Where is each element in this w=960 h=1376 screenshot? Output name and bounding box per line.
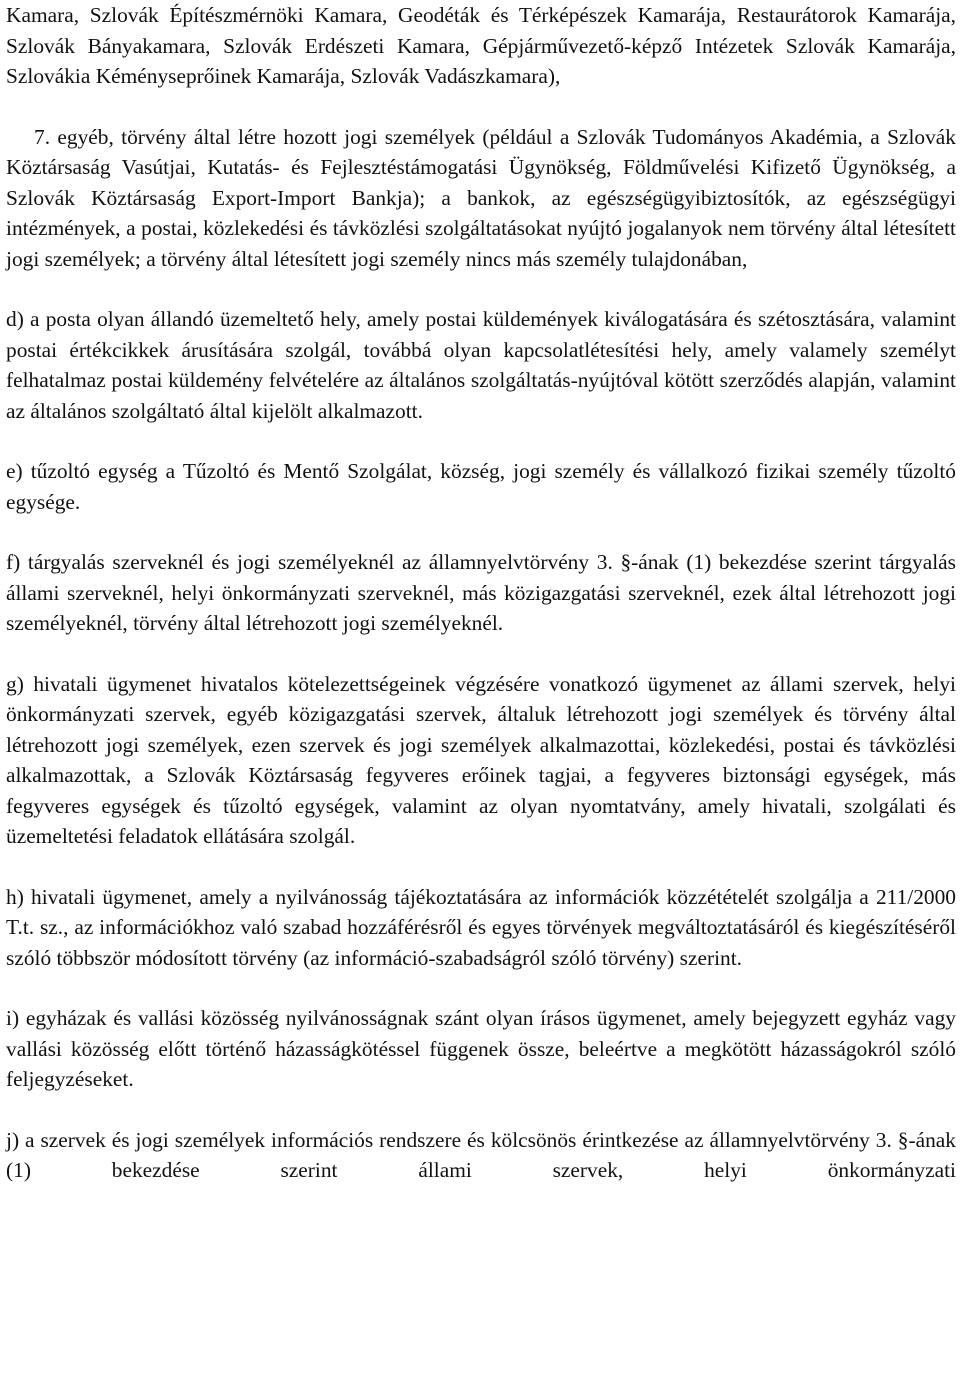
paragraph-item-f: f) tárgyalás szerveknél és jogi személyeknél az államnyelvtörvény 3. §-ának (1) bekezdése szerint tárgyalás állami szerveknél, helyi önkormányzati szerveknél, más közigazgatási szerveknél, ezek által létrehozott jogi személyeknél, törvény által létrehozott jogi személyeknél. [6,550,956,635]
paragraph-chambers-list: Kamara, Szlovák Építészmérnöki Kamara, Geodéták és Térképészek Kamarája, Restaurátorok Kamarája, Szlovák Bányakamara, Szlovák Erdészeti Kamara, Gépjárművezető-képző Intézetek Szlovák Kamarája, Szlovákia Kéményseprőinek Kamarája, Szlovák Vadászkamara), [6,3,956,88]
paragraph-item-i: i) egyházak és vallási közösség nyilvánosságnak szánt olyan írásos ügymenet, amely bejegyzett egyház vagy vallási közösség előtt történő házasságkötéssel függenek össze, beleértve a megkötött házasságokról szóló feljegyzéseket. [6,1006,956,1091]
paragraph-item-d: d) a posta olyan állandó üzemeltető hely, amely postai küldemények kiválogatására és szétosztására, valamint postai értékcikkek árusítására szolgál, továbbá olyan kapcsolatlétesítési hely, amely valamely személyt felhatalmaz postai küldemény felvételére az általános szolgáltatás-nyújtóval kötött szerződés alapján, valamint az általános szolgáltató által kijelölt alkalmazott. [6,307,956,423]
paragraph-item-g: g) hivatali ügymenet hivatalos kötelezettségeinek végzésére vonatkozó ügymenet az állami szervek, helyi önkormányzati szervek, egyéb közigazgatási szervek, általuk létrehozott jogi személyek és törvény által létrehozott jogi személyek, ezen szervek és jogi személyek alkalmazottai, közlekedési, postai és távközlési alkalmazottak, a Szlovák Köztársaság fegyveres erőinek tagjai, a fegyveres biztonsági egységek, más fegyveres egységek és tűzoltó egységek, valamint az olyan nyomtatvány, amely hivatali, szolgálati és üzemeltetési feladatok ellátására szolgál. [6,671,956,848]
paragraph-item-j: j) a szervek és jogi személyek információs rendszere és kölcsönös érintkezése az államnyelvtörvény 3. §-ának (1) bekezdése szerint állami szervek, helyi önkormányzati [6,1127,956,1182]
paragraph-item-7: 7. egyéb, törvény által létre hozott jogi személyek (például a Szlovák Tudományos Akadémia, a Szlovák Köztársaság Vasútjai, Kutatás- és Fejlesztéstámogatási Ügynökség, Földművelési Kifizető Ügynökség, a Szlovák Köztársaság Export-Import Bankja); a bankok, az egészségügyibiztosítók, az egészségügyi intézmények, a postai, közlekedési és távközlési szolgáltatásokat nyújtó jogalanyok nem törvény által létesített jogi személyek; a törvény által létesített jogi személy nincs más személy tulajdonában, [6,124,956,271]
paragraph-item-h: h) hivatali ügymenet, amely a nyilvánosság tájékoztatására az információk közzétételét szolgálja a 211/2000 T.t. sz., az információkhoz való szabad hozzáférésről és egyes törvények megváltoztatásáról és kiegészítéséről szóló többször módosított törvény (az információ-szabadságról szóló törvény) szerint. [6,884,956,970]
paragraph-item-e: e) tűzoltó egység a Tűzoltó és Mentő Szolgálat, község, jogi személy és vállalkozó fizikai személy tűzoltó egysége. [6,459,956,514]
document-page [6,0,956,1186]
